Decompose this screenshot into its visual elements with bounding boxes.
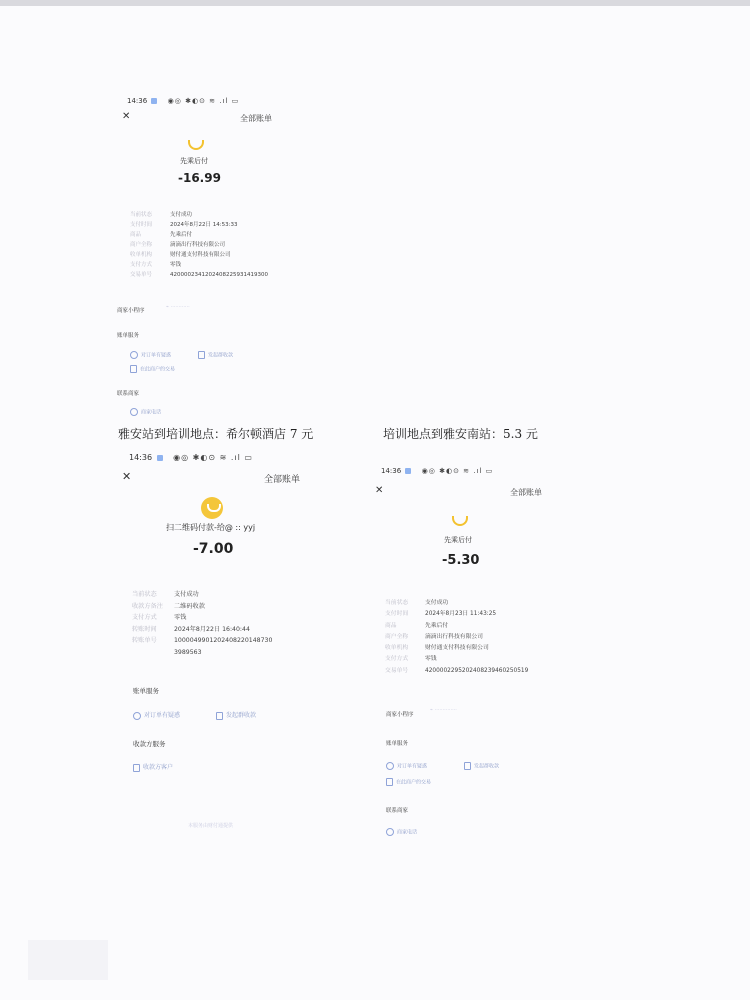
detail-list [385, 598, 528, 677]
system-icons: ◉◎ ✱◐⊙ ≋ .ıl ▭ [173, 453, 253, 462]
detail-row: 收单机构 财付通支付科技有限公司 [130, 252, 231, 258]
close-icon[interactable]: ✕ [122, 111, 131, 122]
detail-row: 当前状态 支付成功 [130, 212, 193, 218]
service-label: 账单服务 [386, 741, 409, 747]
call-icon [386, 828, 394, 836]
payee-customer-button[interactable]: 收款方客户 [133, 762, 173, 772]
footer-note: 本服务由财付通提供 [188, 823, 234, 829]
phone-icon [198, 351, 205, 359]
detail-row: 收款方备注 二维码收款 [132, 602, 205, 610]
doubt-button[interactable]: 对订单有疑惑 [133, 710, 180, 720]
system-icons: ◉◎ ✱◐⊙ ≋ .ıl ▭ [167, 97, 240, 105]
close-icon[interactable]: ✕ [375, 485, 384, 496]
detail-row: 支付方式 零钱 [385, 656, 437, 663]
merchant-name: 先乘后付 [444, 536, 472, 544]
detail-row: 商品 先乘后付 [385, 622, 449, 629]
status-time: 14:36 [127, 97, 148, 105]
service-label: 账单服务 [117, 333, 140, 339]
detail-row: 商品 先乘后付 [130, 232, 193, 238]
detail-row: 转账单号 10000499012024082201487303989563 [132, 637, 273, 656]
doubt-button[interactable]: 对订单有疑惑 [386, 762, 427, 770]
merchant-name: 先乘后付 [180, 157, 208, 165]
merchant-phone-button[interactable]: 商家电话 [130, 408, 161, 416]
mini-program-link[interactable]: ⌁ ············ [166, 304, 190, 310]
contact-label: 联系商家 [386, 808, 409, 814]
detail-row: 支付时间 2024年8月23日 11:43:25 [385, 611, 497, 618]
list-icon [386, 778, 393, 786]
detail-row: 当前状态 支付成功 [385, 600, 449, 606]
doubt-button[interactable]: 对订单有疑惑 [130, 351, 171, 359]
question-icon [133, 712, 141, 720]
detail-row: 支付方式 零钱 [132, 614, 187, 621]
detail-row: 支付时间 2024年8月22日 14:53:33 [130, 222, 238, 228]
merchant-transactions-button[interactable]: 在此商户的交易 [386, 778, 431, 786]
service-icon [133, 764, 140, 772]
list-icon [130, 365, 137, 373]
contact-label: 联系商家 [117, 391, 140, 397]
notification-icon [151, 98, 157, 104]
system-icons: ◉◎ ✱◐⊙ ≋ .ıl ▭ [421, 467, 494, 475]
question-icon [386, 762, 394, 770]
merchant-logo-icon [188, 140, 204, 150]
page-title: 全部账单 [510, 488, 542, 497]
caption-left: 雅安站到培训地点：希尔顿酒店 7 元 [118, 427, 314, 441]
phone-icon [464, 762, 471, 770]
payee-service-label: 收款方服务 [133, 740, 166, 748]
notification-icon [157, 455, 163, 461]
merchant-transactions-button[interactable]: 在此商户的交易 [130, 365, 175, 373]
mini-program-label: 商家小程序 [117, 308, 145, 314]
status-bar [129, 453, 253, 462]
caption-right: 培训地点到雅安南站：5.3 元 [383, 427, 538, 441]
status-time: 14:36 [129, 453, 153, 462]
status-bar [127, 97, 239, 105]
detail-row: 交易单号 4200002341202408225931419300 [130, 272, 268, 278]
status-bar [381, 467, 493, 475]
call-icon [130, 408, 138, 416]
detail-row: 转账时间 2024年8月22日 16:40:44 [132, 625, 250, 633]
merchant-name: 扫二维码付款-给@ :: yyj [166, 523, 256, 532]
group-collect-button[interactable]: 发起群收款 [464, 762, 499, 770]
detail-row: 商户全称 滴滴出行科技有限公司 [385, 633, 483, 640]
mini-program-link[interactable]: ⌁ ·············· [430, 707, 457, 713]
group-collect-button[interactable]: 发起群收款 [198, 351, 233, 359]
scan-smudge [28, 940, 108, 980]
amount: -16.99 [178, 171, 221, 185]
detail-list [132, 589, 274, 658]
detail-row: 交易单号 4200002295202408239460250519 [385, 667, 529, 674]
mini-program-label: 商家小程序 [386, 712, 414, 718]
detail-row: 收单机构 财付通支付科技有限公司 [385, 645, 489, 652]
scan-top-edge [0, 0, 750, 6]
merchant-phone-button[interactable]: 商家电话 [386, 828, 417, 836]
service-label: 账单服务 [133, 687, 159, 695]
amount: -7.00 [193, 541, 234, 557]
page-title: 全部账单 [240, 114, 272, 123]
detail-row: 当前状态 支付成功 [132, 591, 199, 598]
question-icon [130, 351, 138, 359]
detail-list [130, 210, 268, 280]
detail-row: 支付方式 零钱 [130, 262, 182, 268]
page-title: 全部账单 [264, 475, 301, 485]
notification-icon [405, 468, 411, 474]
amount: -5.30 [442, 553, 480, 568]
group-collect-button[interactable]: 发起群收款 [216, 710, 256, 720]
merchant-logo-icon [452, 516, 468, 526]
status-time: 14:36 [381, 467, 402, 475]
detail-row: 商户全称 滴滴出行科技有限公司 [130, 242, 226, 248]
payee-avatar-icon [201, 497, 223, 519]
phone-icon [216, 712, 223, 720]
close-icon[interactable]: ✕ [122, 470, 132, 483]
